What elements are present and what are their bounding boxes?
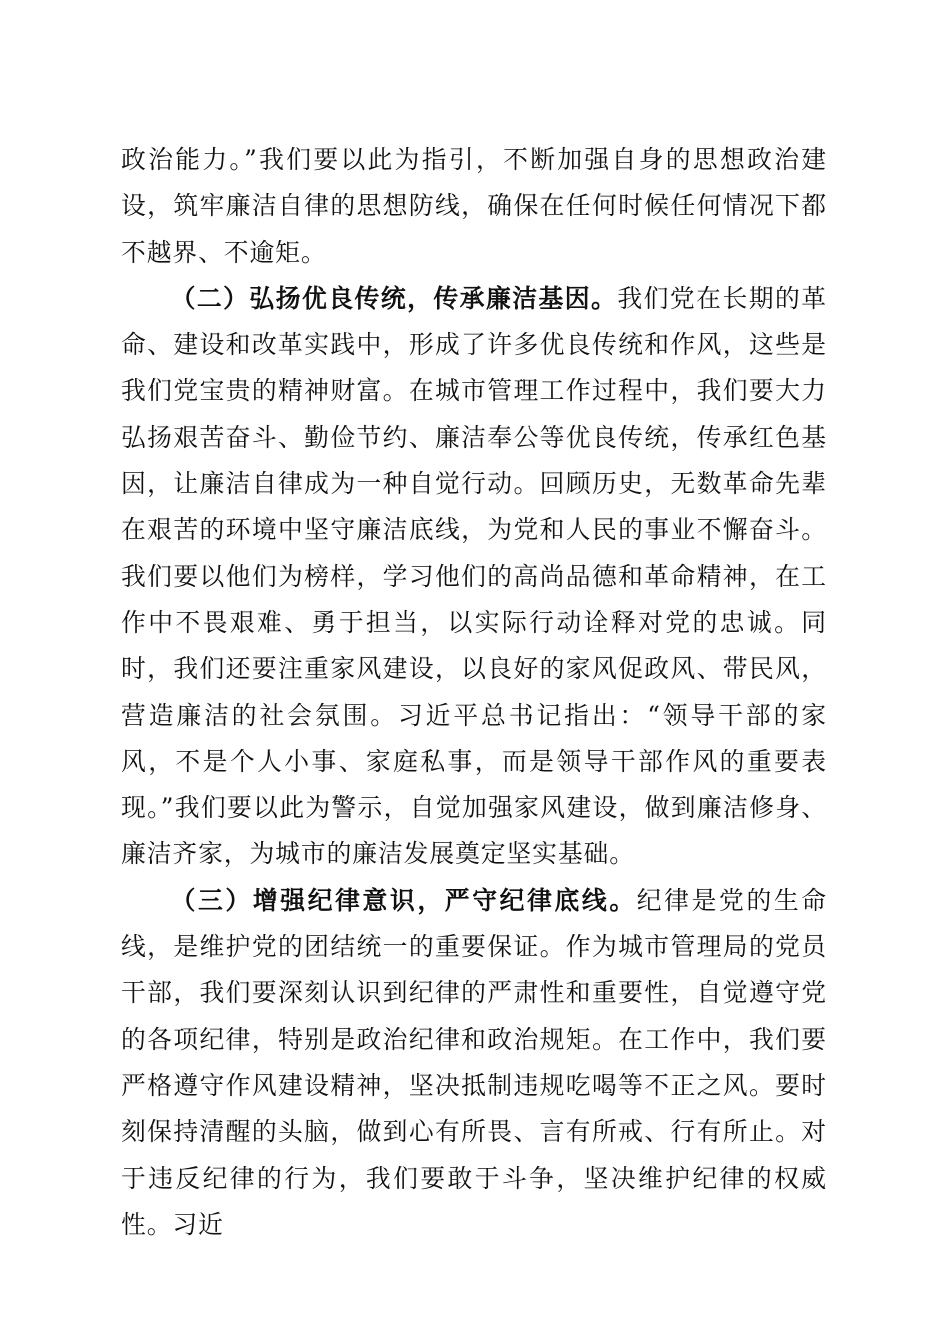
paragraph-text: 纪律是党的生命线，是维护党的团结统一的重要保证。作为城市管理局的党员干部，我们要深刻认识到纪律的严肃性和重要性，自觉遵守党的各项纪律，特别是政治纪律和政治规矩。在工作中，我们要严格遵守作风建设精神，坚决抵制违规吃喝等不正之风。要时刻保持清醒的头脑，做到心有所畏、言有所戒、行有所止。对于违反纪律的行为，我们要敢于斗争，坚决维护纪律的权威性。习近 (121, 885, 827, 1239)
paragraph-text: 政治能力。”我们要以此为指引，不断加强自身的思想政治建设，筑牢廉洁自律的思想防线，确保在任何时候任何情况下都不越界、不逾矩。 (121, 145, 827, 267)
section-heading: （三）增强纪律意识，严守纪律底线。 (170, 885, 637, 915)
paragraph-section-2 (121, 276, 827, 878)
paragraph-continuation (121, 137, 827, 276)
paragraph-text: 我们党在长期的革命、建设和改革实践中，形成了许多优良传统和作风，这些是我们党宝贵的精神财富。在城市管理工作过程中，我们要大力弘扬艰苦奋斗、勤俭节约、廉洁奉公等优良传统，传承红色基因，让廉洁自律成为一种自觉行动。回顾历史，无数革命先辈在艰苦的环境中坚守廉洁底线，为党和人民的事业不懈奋斗。我们要以他们为榜样，学习他们的高尚品德和革命精神，在工作中不畏艰难、勇于担当，以实际行动诠释对党的忠诚。同时，我们还要注重家风建设，以良好的家风促政风、带民风，营造廉洁的社会氛围。习近平总书记指出：“领导干部的家风，不是个人小事、家庭私事，而是领导干部作风的重要表现。”我们要以此为警示，自觉加强家风建设，做到廉洁修身、廉洁齐家，为城市的廉洁发展奠定坚实基础。 (121, 283, 827, 869)
paragraph-section-3 (121, 878, 827, 1248)
document-body (121, 137, 827, 1248)
section-heading: （二）弘扬优良传统，传承廉洁基因。 (170, 283, 618, 313)
